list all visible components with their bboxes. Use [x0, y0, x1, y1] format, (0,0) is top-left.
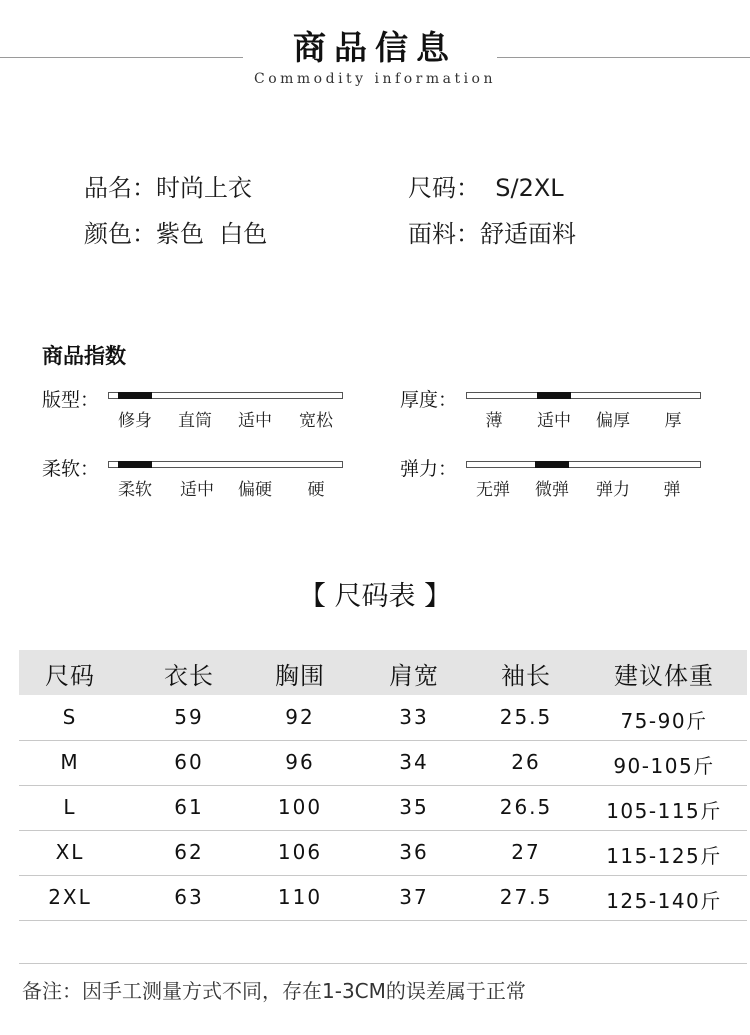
table-row-divider — [19, 875, 747, 876]
table-header-cell: 胸围 — [275, 662, 325, 690]
product-size: 尺码： S/2XL — [408, 174, 564, 202]
index-item-3-scale-bar — [466, 461, 701, 468]
index-item-1-option: 薄 — [485, 411, 503, 431]
index-item-0-option: 适中 — [238, 411, 272, 431]
index-item-0-scale-bar — [108, 392, 343, 399]
index-item-1-scale-bar — [466, 392, 701, 399]
product-fabric: 面料：舒适面料 — [408, 220, 576, 248]
table-cell: 25.5 — [499, 705, 553, 729]
table-cell: 92 — [285, 705, 315, 729]
table-cell: 96 — [285, 750, 315, 774]
index-item-0-option: 宽松 — [299, 411, 333, 431]
index-item-3-level-marker — [535, 461, 569, 468]
table-cell: 60 — [174, 750, 204, 774]
index-item-1-option: 偏厚 — [596, 411, 630, 431]
index-item-2-option: 适中 — [180, 480, 214, 500]
index-item-2-scale-bar — [108, 461, 343, 468]
table-cell: 59 — [174, 705, 204, 729]
table-header-cell: 建议体重 — [614, 662, 714, 690]
product-color: 颜色：紫色 白色 — [84, 220, 268, 248]
index-item-0-level-marker — [118, 392, 152, 399]
table-header-cell: 衣长 — [164, 662, 214, 690]
table-cell: 115-125斤 — [606, 844, 722, 868]
table-row-divider — [19, 830, 747, 831]
table-header-cell: 尺码 — [45, 662, 95, 690]
table-row-divider — [19, 920, 747, 921]
index-item-3-option: 无弹 — [476, 480, 510, 500]
measurement-note: 备注：因手工测量方式不同，存在1-3CM的误差属于正常 — [22, 979, 526, 1003]
table-cell: 36 — [399, 840, 429, 864]
table-cell: 26 — [511, 750, 541, 774]
table-cell: L — [63, 795, 77, 819]
index-item-2-label: 柔软： — [42, 458, 100, 480]
table-row-divider — [19, 785, 747, 786]
table-cell: 63 — [174, 885, 204, 909]
index-item-2-option: 硬 — [307, 480, 325, 500]
table-cell: 90-105斤 — [613, 754, 715, 778]
index-item-0-label: 版型： — [42, 389, 100, 411]
table-cell: S — [62, 705, 78, 729]
table-cell: 27 — [511, 840, 541, 864]
page-title: 商品信息 — [293, 28, 457, 67]
table-cell: 100 — [277, 795, 323, 819]
size-table-title: 【 尺码表 】 — [298, 581, 452, 612]
index-item-1-option: 厚 — [664, 411, 682, 431]
table-cell: 2XL — [48, 885, 92, 909]
table-row-divider — [19, 740, 747, 741]
index-title: 商品指数 — [42, 344, 126, 368]
index-item-2-option: 偏硬 — [238, 480, 272, 500]
table-cell: 34 — [399, 750, 429, 774]
table-cell: 106 — [277, 840, 323, 864]
index-item-2-option: 柔软 — [118, 480, 152, 500]
index-item-1-label: 厚度： — [400, 389, 458, 411]
table-cell: 62 — [174, 840, 204, 864]
table-cell: M — [60, 750, 80, 774]
table-cell: 110 — [277, 885, 323, 909]
product-name: 品名：时尚上衣 — [84, 174, 252, 202]
table-cell: XL — [55, 840, 85, 864]
table-cell: 35 — [399, 795, 429, 819]
table-cell: 37 — [399, 885, 429, 909]
index-item-0-option: 修身 — [118, 411, 152, 431]
index-item-3-option: 弹 — [663, 480, 681, 500]
index-item-3-option: 微弹 — [535, 480, 569, 500]
index-item-0-option: 直筒 — [178, 411, 212, 431]
table-cell: 61 — [174, 795, 204, 819]
table-cell: 27.5 — [499, 885, 553, 909]
index-item-1-level-marker — [537, 392, 571, 399]
table-cell: 125-140斤 — [606, 889, 722, 913]
footer-divider — [19, 963, 747, 964]
table-cell: 75-90斤 — [620, 709, 708, 733]
table-cell: 33 — [399, 705, 429, 729]
index-item-1-option: 适中 — [537, 411, 571, 431]
table-cell: 26.5 — [499, 795, 553, 819]
index-item-3-option: 弹力 — [596, 480, 630, 500]
index-item-3-label: 弹力： — [400, 458, 458, 480]
table-header-cell: 肩宽 — [389, 662, 439, 690]
page-subtitle: Commodity information — [253, 71, 496, 87]
table-cell: 105-115斤 — [606, 799, 722, 823]
index-item-2-level-marker — [118, 461, 152, 468]
table-header-cell: 袖长 — [501, 662, 551, 690]
